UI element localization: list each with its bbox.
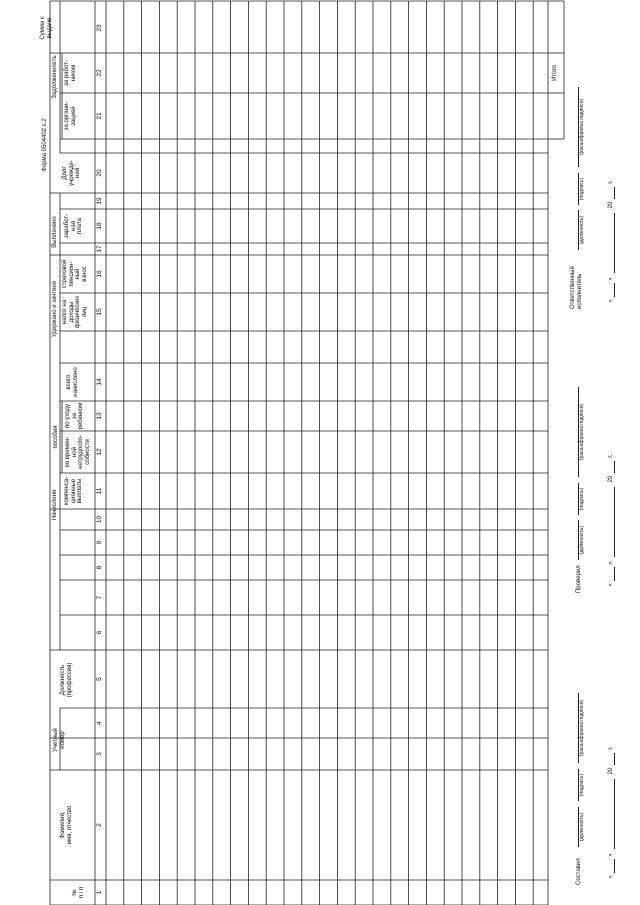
checked-position-caption: (должность): [579, 525, 585, 555]
compiled-date-quote-close: »: [608, 853, 614, 857]
checked-date-year-suffix: г.: [608, 454, 614, 458]
checked-decode-caption: (расшифровка подписи): [579, 403, 585, 461]
header-withheld: Удержано и зачтено: [52, 281, 58, 337]
col-num-11: 11: [96, 487, 103, 495]
col-num-23: 23: [96, 24, 103, 32]
responsible-date-month-line: [614, 213, 615, 273]
col-num-17: 17: [96, 245, 103, 253]
header-total-accrued: всего начислено: [66, 367, 79, 397]
header-amount-due: Сумма к выдаче: [40, 16, 53, 40]
compiled-date-quote-open: «: [608, 875, 614, 879]
header-debt-organization: за органи- зацией: [64, 101, 77, 131]
compiled-position-caption: (должность): [579, 812, 585, 842]
header-indebtedness: Задолженность: [52, 55, 58, 99]
compiled-signature-caption: (подпись): [579, 773, 585, 797]
checked-date-year-line: [614, 461, 615, 473]
header-income-tax: налог на доходы физических лиц: [62, 295, 88, 329]
total-label: Итого: [552, 65, 558, 81]
header-position: Должность (профессия): [60, 662, 73, 698]
compiled-date-year-line: [614, 753, 615, 765]
compiled-decode-caption: (расшифровка подписи): [579, 699, 585, 757]
header-child-care: по уходу за ребенком: [65, 402, 84, 430]
col-num-12: 12: [96, 448, 103, 456]
responsible-date-quote-close: »: [608, 277, 614, 281]
col-num-5: 5: [96, 677, 103, 681]
responsible-date-year-line: [614, 187, 615, 199]
responsible-label: Ответственный исполнитель: [570, 266, 583, 309]
col-num-21: 21: [96, 112, 103, 120]
checked-date-year: 20: [608, 475, 614, 483]
checked-date-quote-open: «: [608, 583, 614, 587]
col-num-15: 15: [96, 308, 103, 316]
header-debt-employee: за работ- ником: [64, 60, 77, 86]
responsible-date-quote-open: «: [608, 299, 614, 303]
col-num-19: 19: [96, 197, 103, 205]
col-num-9: 9: [96, 540, 103, 545]
header-name: Фамилия, имя, отчество: [60, 805, 73, 845]
responsible-date-day-line: [614, 283, 615, 297]
col-num-8: 8: [96, 565, 103, 570]
responsible-date-year: 20: [608, 201, 614, 209]
col-num-7: 7: [96, 595, 103, 600]
col-num-10: 10: [96, 515, 103, 524]
form-id: Форма 0504402 с.2: [42, 118, 48, 172]
col-num-14: 14: [96, 378, 103, 386]
compiled-date-year-suffix: г.: [608, 746, 614, 750]
checked-date-quote-close: »: [608, 561, 614, 565]
checked-date-day-line: [614, 567, 615, 581]
col-num-18: 18: [96, 222, 103, 230]
header-accrued: Начислено: [52, 489, 58, 521]
col-num-2: 2: [96, 823, 103, 827]
responsible-signature-caption: (подпись): [579, 177, 585, 201]
responsible-date-year-suffix: г.: [608, 180, 614, 184]
header-benefits: пособия: [53, 425, 59, 449]
col-num-13: 13: [96, 412, 103, 420]
col-num-16: 16: [96, 270, 103, 278]
col-num-6: 6: [96, 630, 103, 635]
compiled-label: Составил: [576, 858, 582, 885]
compiled-date-month-line: [614, 779, 615, 849]
header-pension-contribution: страховой пенсион- ный взнос: [62, 259, 88, 289]
checked-label: Проверил: [576, 565, 582, 593]
header-compensation-payments: компенса- ционные выплаты: [64, 476, 83, 506]
header-paid: Выплачено: [52, 216, 58, 248]
checked-date-month-line: [614, 487, 615, 557]
header-row-no: № п / п: [72, 886, 85, 899]
col-num-20: 20: [96, 169, 103, 177]
header-institution-debt: Долг учрежде- ния: [62, 160, 81, 186]
col-num-4: 4: [96, 721, 103, 725]
col-num-3: 3: [96, 752, 103, 756]
compiled-date-year: 20: [608, 767, 614, 775]
checked-signature-caption: (подпись): [579, 487, 585, 511]
responsible-position-caption: (должность): [579, 215, 585, 245]
header-wages: заработ- ная плата: [64, 213, 83, 239]
header-temporary-disability: по времен- ной нетрудоспо- собности: [65, 435, 91, 469]
col-num-22: 22: [96, 69, 103, 77]
responsible-decode-caption: (расшифровка подписи): [579, 98, 585, 156]
col-num-1: 1: [96, 890, 103, 895]
header-account-number: Учетный номер: [53, 728, 66, 752]
compiled-date-day-line: [614, 859, 615, 873]
